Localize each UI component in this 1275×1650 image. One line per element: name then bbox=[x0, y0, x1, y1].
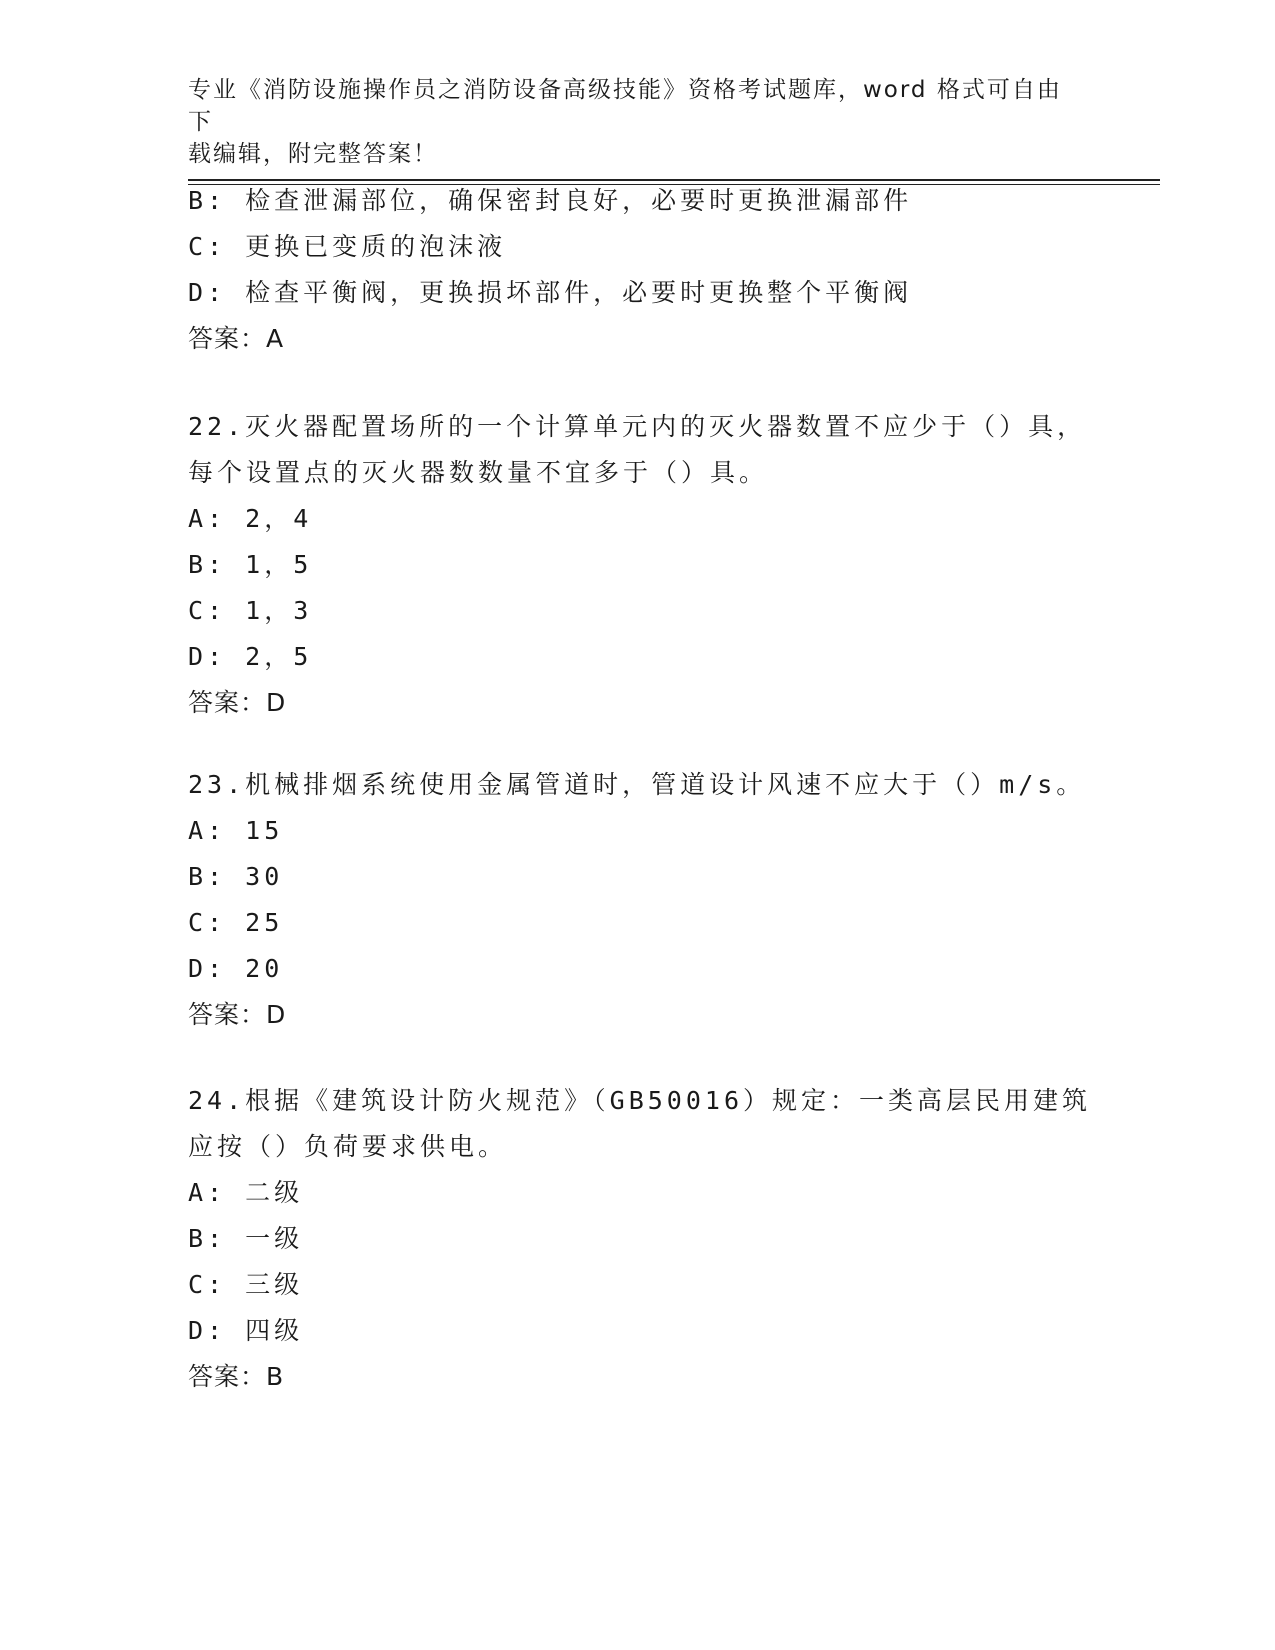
option-c: C: 三级 bbox=[188, 1270, 304, 1299]
question-stem-line: 23.机械排烟系统使用金属管道时，管道设计风速不应大于（）m/s。 bbox=[188, 770, 1086, 799]
option-a: A: 15 bbox=[188, 816, 284, 845]
option-d: D: 四级 bbox=[188, 1316, 304, 1345]
option-b: B: 一级 bbox=[188, 1224, 304, 1253]
option-d: D: 20 bbox=[188, 954, 284, 983]
answer-line: 答案：D bbox=[188, 688, 287, 717]
question-23 bbox=[188, 762, 1088, 1038]
header-line-2: 载编辑，附完整答案！ bbox=[188, 141, 438, 167]
option-c: C: 更换已变质的泡沫液 bbox=[188, 232, 507, 261]
option-d: D: 检查平衡阀，更换损坏部件，必要时更换整个平衡阀 bbox=[188, 278, 913, 307]
answer-line: 答案：B bbox=[188, 1362, 285, 1391]
option-a: A: 2，4 bbox=[188, 504, 313, 533]
question-22 bbox=[188, 404, 1088, 726]
option-b: B: 30 bbox=[188, 862, 284, 891]
prev-question-continuation bbox=[188, 178, 1088, 362]
option-d: D: 2，5 bbox=[188, 642, 313, 671]
option-b: B: 1，5 bbox=[188, 550, 313, 579]
answer-line: 答案：D bbox=[188, 1000, 287, 1029]
answer-line: 答案：A bbox=[188, 324, 285, 353]
option-a: A: 二级 bbox=[188, 1178, 304, 1207]
question-stem-line: 每个设置点的灭火器数数量不宜多于（）具。 bbox=[188, 458, 769, 487]
question-24 bbox=[188, 1078, 1092, 1400]
question-stem-line: 24.根据《建筑设计防火规范》（GB50016）规定：一类高层民用建筑 bbox=[188, 1086, 1092, 1115]
option-c: C: 1，3 bbox=[188, 596, 313, 625]
option-b: B: 检查泄漏部位，确保密封良好，必要时更换泄漏部件 bbox=[188, 186, 913, 215]
document-header bbox=[188, 74, 1068, 170]
header-line-1: 专业《消防设施操作员之消防设备高级技能》资格考试题库，word 格式可自由下 bbox=[188, 77, 1062, 135]
question-stem-line: 应按（）负荷要求供电。 bbox=[188, 1132, 508, 1161]
option-c: C: 25 bbox=[188, 908, 284, 937]
question-stem-line: 22.灭火器配置场所的一个计算单元内的灭火器数置不应少于（）具， bbox=[188, 412, 1087, 441]
